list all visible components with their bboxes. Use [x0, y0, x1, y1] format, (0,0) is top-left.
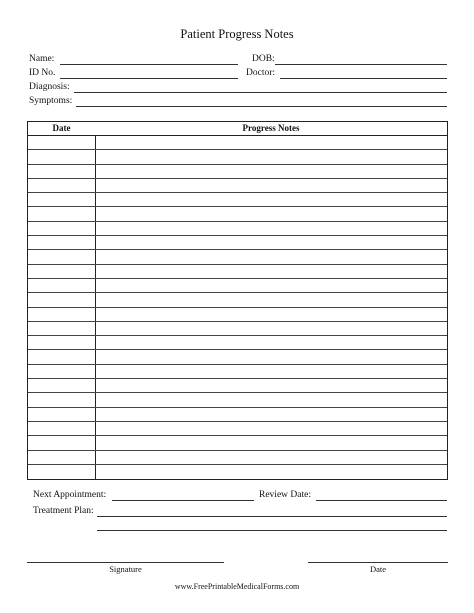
- date-cell[interactable]: [28, 308, 95, 321]
- notes-column-header: Progress Notes: [242, 123, 300, 133]
- table-row: [28, 408, 447, 422]
- notes-cell[interactable]: [96, 293, 447, 306]
- table-row: [28, 350, 447, 364]
- next-appointment-line: [112, 500, 254, 501]
- dob-field[interactable]: [275, 53, 447, 63]
- table-row: [28, 222, 447, 236]
- id-line: [60, 78, 238, 79]
- progress-notes-table: [27, 121, 448, 480]
- notes-cell[interactable]: [96, 207, 447, 220]
- name-field[interactable]: [60, 53, 238, 63]
- date-cell[interactable]: [28, 408, 95, 421]
- date-cell[interactable]: [28, 451, 95, 464]
- doctor-line: [280, 78, 447, 79]
- notes-cell[interactable]: [96, 393, 447, 406]
- date-cell[interactable]: [28, 222, 95, 235]
- id-label: ID No.: [29, 68, 56, 78]
- review-date-label: Review Date:: [259, 490, 311, 500]
- date-cell[interactable]: [28, 379, 95, 392]
- date-cell[interactable]: [28, 165, 95, 178]
- date-cell[interactable]: [28, 136, 95, 149]
- table-row: [28, 207, 447, 221]
- table-row: [28, 322, 447, 336]
- notes-cell[interactable]: [96, 222, 447, 235]
- table-row: [28, 393, 447, 407]
- treatment-plan-line-1: [97, 516, 447, 517]
- table-row: [28, 250, 447, 264]
- table-row: [28, 265, 447, 279]
- date-cell[interactable]: [28, 236, 95, 249]
- name-label: Name:: [29, 54, 55, 64]
- date-cell[interactable]: [28, 250, 95, 263]
- notes-cell[interactable]: [96, 379, 447, 392]
- table-row: [28, 379, 447, 393]
- date-cell[interactable]: [28, 179, 95, 192]
- notes-cell[interactable]: [96, 136, 447, 149]
- diagnosis-line: [74, 92, 447, 93]
- date-cell[interactable]: [28, 422, 95, 435]
- date-cell[interactable]: [28, 279, 95, 292]
- date-column-header: Date: [52, 123, 71, 133]
- next-appointment-field[interactable]: [112, 489, 254, 499]
- notes-cell[interactable]: [96, 365, 447, 378]
- notes-cell[interactable]: [96, 465, 447, 479]
- treatment-plan-field-2[interactable]: [97, 519, 447, 529]
- date-cell[interactable]: [28, 322, 95, 335]
- notes-cell[interactable]: [96, 336, 447, 349]
- symptoms-line: [76, 106, 447, 107]
- doctor-field[interactable]: [280, 67, 447, 77]
- table-row: [28, 279, 447, 293]
- website-url: www.FreePrintableMedicalForms.com: [174, 582, 300, 591]
- table-row: [28, 451, 447, 465]
- notes-cell[interactable]: [96, 308, 447, 321]
- treatment-plan-label: Treatment Plan:: [33, 506, 94, 516]
- date-label: Date: [369, 564, 387, 574]
- diagnosis-field[interactable]: [74, 81, 447, 91]
- diagnosis-label: Diagnosis:: [29, 82, 70, 92]
- id-field[interactable]: [60, 67, 238, 77]
- date-cell[interactable]: [28, 365, 95, 378]
- review-date-field[interactable]: [316, 489, 447, 499]
- notes-cell[interactable]: [96, 279, 447, 292]
- table-row: [28, 422, 447, 436]
- date-cell[interactable]: [28, 265, 95, 278]
- notes-cell[interactable]: [96, 179, 447, 192]
- table-body: [28, 136, 447, 479]
- doctor-label: Doctor:: [246, 68, 276, 78]
- table-row: [28, 465, 447, 479]
- table-row: [28, 193, 447, 207]
- page-title: Patient Progress Notes: [180, 27, 294, 41]
- notes-cell[interactable]: [96, 322, 447, 335]
- treatment-plan-field[interactable]: [97, 505, 447, 515]
- notes-cell[interactable]: [96, 165, 447, 178]
- notes-cell[interactable]: [96, 193, 447, 206]
- date-cell[interactable]: [28, 207, 95, 220]
- date-cell[interactable]: [28, 350, 95, 363]
- table-row: [28, 165, 447, 179]
- notes-cell[interactable]: [96, 422, 447, 435]
- date-line: [308, 562, 448, 563]
- table-row: [28, 308, 447, 322]
- name-line: [60, 64, 238, 65]
- date-cell[interactable]: [28, 393, 95, 406]
- dob-line: [275, 64, 447, 65]
- date-cell[interactable]: [28, 150, 95, 163]
- table-row: [28, 436, 447, 450]
- date-cell[interactable]: [28, 193, 95, 206]
- table-header: [28, 122, 447, 136]
- symptoms-field[interactable]: [76, 95, 447, 105]
- signature-label: Signature: [109, 564, 142, 574]
- table-row: [28, 365, 447, 379]
- table-row: [28, 293, 447, 307]
- date-cell[interactable]: [28, 465, 95, 479]
- treatment-plan-line-2: [97, 530, 447, 531]
- notes-cell[interactable]: [96, 265, 447, 278]
- notes-cell[interactable]: [96, 250, 447, 263]
- date-cell[interactable]: [28, 336, 95, 349]
- review-date-line: [316, 500, 447, 501]
- notes-cell[interactable]: [96, 236, 447, 249]
- notes-cell[interactable]: [96, 451, 447, 464]
- table-row: [28, 136, 447, 150]
- date-cell[interactable]: [28, 436, 95, 449]
- symptoms-label: Symptoms:: [29, 96, 73, 106]
- table-row: [28, 336, 447, 350]
- table-row: [28, 179, 447, 193]
- signature-line: [27, 562, 224, 563]
- table-row: [28, 236, 447, 250]
- notes-cell[interactable]: [96, 150, 447, 163]
- table-row: [28, 150, 447, 164]
- notes-cell[interactable]: [96, 408, 447, 421]
- date-cell[interactable]: [28, 293, 95, 306]
- notes-cell[interactable]: [96, 436, 447, 449]
- next-appointment-label: Next Appointment:: [33, 490, 107, 500]
- dob-label: DOB:: [252, 54, 275, 64]
- notes-cell[interactable]: [96, 350, 447, 363]
